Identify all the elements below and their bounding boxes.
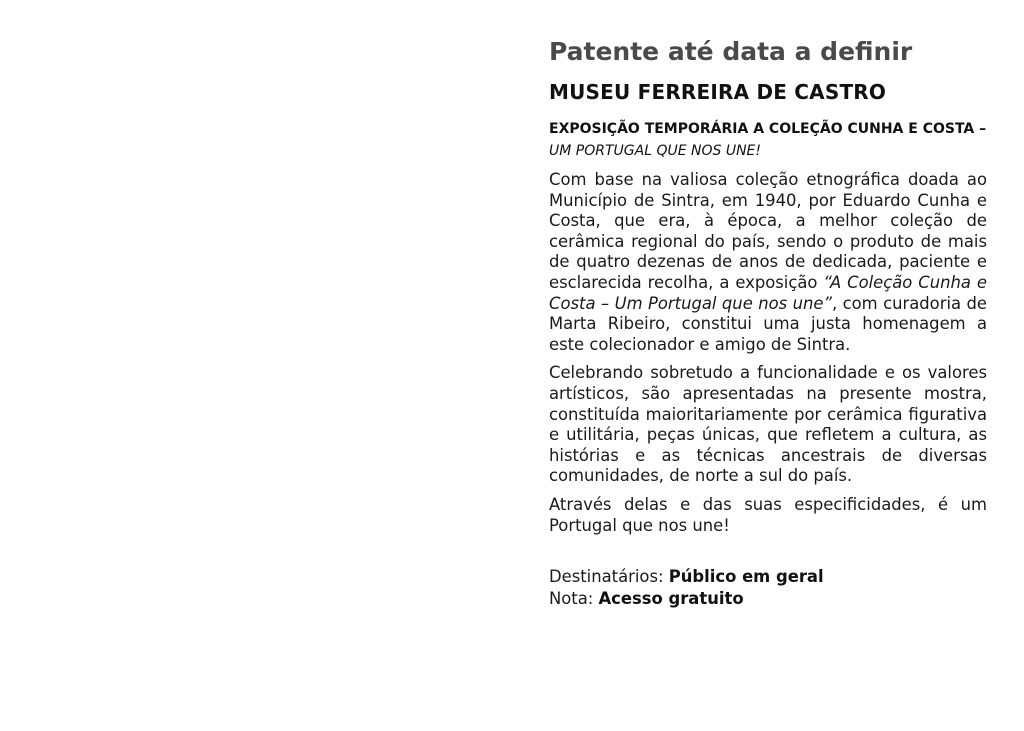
note-value: Acesso gratuito <box>598 589 744 609</box>
event-info <box>549 566 987 610</box>
description-paragraph-1 <box>549 170 987 355</box>
audience-label: Destinatários: <box>549 567 669 587</box>
paragraph-1-text-end: , com curadoria de Marta Ribeiro, constitui uma justa homenagem a este colecionador e amigo de Sintra. <box>549 293 987 354</box>
audience-row <box>549 566 987 588</box>
note-row <box>549 588 987 610</box>
description-paragraph-2: Celebrando sobretudo a funcionalidade e os valores artísticos, são apresentadas na presente mostra, constituída maioritariamente por cerâmica figurativa e utilitária, peças únicas, que refletem a cultura, as histórias e as técnicas ancestrais de diversas comunidades, de norte a sul do país. <box>549 363 987 486</box>
exhibition-subtitle-bold: EXPOSIÇÃO TEMPORÁRIA A COLEÇÃO CUNHA E COSTA – <box>549 121 987 137</box>
exhibition-title-italic: “A Coleção Cunha e Costa – Um Portugal que nos une” <box>549 272 987 313</box>
exhibition-subtitle-italic: UM PORTUGAL QUE NOS UNE! <box>549 143 762 159</box>
note-label: Nota: <box>549 589 599 609</box>
page-headline: Patente até data a definir <box>549 37 913 66</box>
exhibition-subtitle <box>549 118 987 162</box>
description-paragraph-3: Através delas e das suas especificidades, é um Portugal que nos une! <box>549 494 987 535</box>
audience-value: Público em geral <box>668 567 824 587</box>
paragraph-1-text-start: Com base na valiosa coleção etnográfica doada ao Município de Sintra, em 1940, por Eduardo Cunha e Costa, que era, à época, a melhor coleção de cerâmica regional do país, sendo o produto de mais de quatro dezenas de anos de dedicada, paciente e esclarecida recolha, a exposição <box>549 170 987 292</box>
museum-name: MUSEU FERREIRA DE CASTRO <box>549 80 887 104</box>
event-text-column <box>549 34 987 610</box>
